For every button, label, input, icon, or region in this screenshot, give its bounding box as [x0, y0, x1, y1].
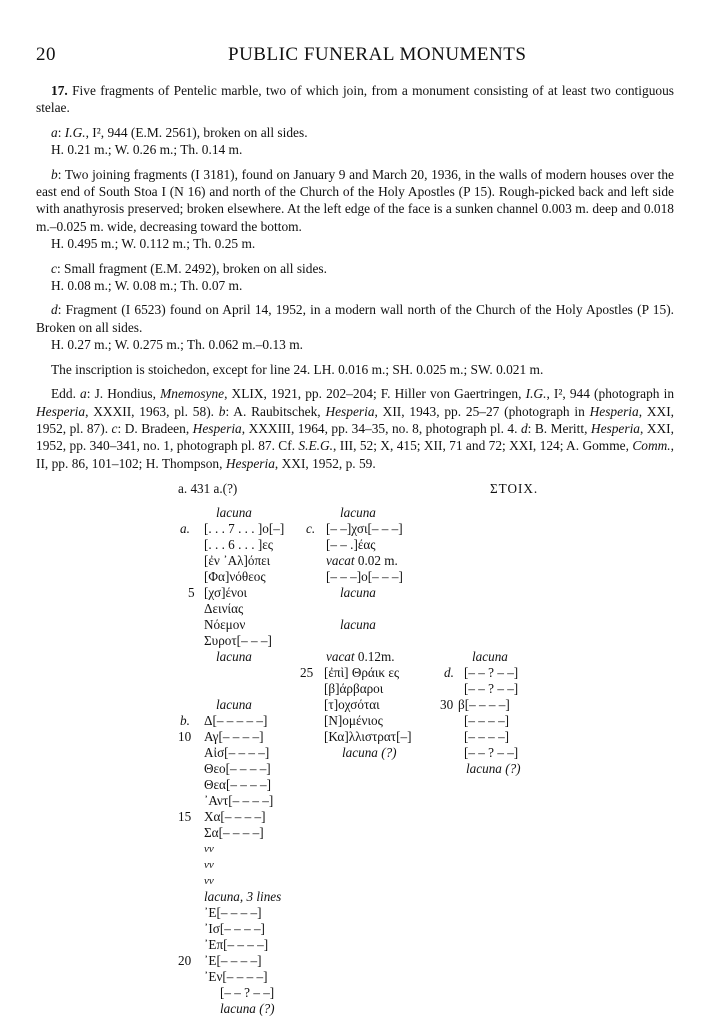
inscription-line-17: ᾿Ε[– – – –]: [204, 905, 262, 920]
entry-intro-text: Five fragments of Pentelic marble, two of which join, from a monument consisting of at least two contiguous stelae.: [36, 83, 674, 116]
inscription-line-14: ᾿Αντ[– – – –]: [204, 793, 274, 808]
entry-intro: [36, 82, 674, 117]
vacat-mark-2: vv: [204, 859, 214, 871]
fragment-d-line-2: [– – ? – –]: [464, 681, 519, 696]
inscription-line-8: Συροτ[– – –]: [204, 633, 272, 648]
stoichedon-note: The inscription is stoichedon, except for line 24. LH. 0.016 m.; SH. 0.025 m.; SW. 0.021 m.: [51, 361, 544, 377]
fragment-d-description: d: Fragment (I 6523) found on April 14, 1952, in a modern wall north of the Church of the Holy Apostles (P 15). Broken on all sides.: [36, 302, 674, 335]
inscription-line-6: Δεινίας: [204, 601, 244, 616]
entry-body: [36, 82, 674, 479]
fragment-a-lacuna-bottom: lacuna: [216, 649, 252, 664]
fragment-b-dimensions: H. 0.495 m.; W. 0.112 m.; Th. 0.25 m.: [51, 236, 256, 252]
inscription-line-19: ᾿Επ[– – – –]: [204, 937, 269, 952]
fragment-b-lacuna-bottom: lacuna (?): [220, 1001, 275, 1016]
fragment-c-line-1: [– –]χσι[– – –]: [326, 521, 403, 536]
inscription-line-21: ᾿Εν[– – – –]: [204, 969, 268, 984]
column-c-lacuna: lacuna: [340, 617, 376, 632]
inscription-line-28: [Ν]ομένιος: [324, 713, 383, 728]
fragment-d-lacuna-top: lacuna: [472, 649, 508, 664]
inscription-line-1: [. . . 7 . . . ]ο[–]: [204, 521, 285, 536]
inscription-line-5: [χσ]ένοι: [204, 585, 248, 600]
inscription-date: a. 431 a.(?): [178, 481, 238, 496]
page-number: 20: [36, 44, 56, 65]
fragment-d-line-4: [– – – –]: [464, 713, 510, 728]
inscription-line-3: [ἐν ᾿Αλ]όπει: [204, 553, 271, 568]
lacuna-three-lines: lacuna, 3 lines: [204, 889, 282, 904]
inscription-line-11: Αἰσ[– – – –]: [204, 745, 270, 760]
inscription-line-16: Σα[– – – –]: [204, 825, 264, 840]
fragment-d-line-5: [– – – –]: [464, 729, 510, 744]
inscription-line-13: Θεα[– – – –]: [204, 777, 272, 792]
fragment-a-lacuna-top: lacuna: [216, 505, 252, 520]
fragment-d-line-6: [– – ? – –]: [464, 745, 519, 760]
line-number-25: 25: [300, 665, 314, 680]
fragment-d-lacuna-bottom: lacuna (?): [466, 761, 521, 776]
fragment-c-lacuna: lacuna: [340, 585, 376, 600]
fragment-c-line-2: [– – .]έας: [326, 537, 376, 552]
inscription-line-9: Δ[– – – – –]: [204, 713, 268, 728]
editions-bibliography: Edd. a: J. Hondius, Mnemosyne, XLIX, 1921, pp. 202–204; F. Hiller von Gaertringen, I.G., I², 944 (photograph in Hesperia, XXXII, 1963, pl. 58). b: A. Raubitschek, Hesperia, XII, 1943, pp. 25–27 (photograph in Hesperia, XXI, 1952, pl. 87). c: D. Bradeen, Hesperia, XXXIII, 1964, pp. 34–35, no. 8, photograph pl. 4. d: B. Meritt, Hesperia, XXI, 1952, pp. 340–341, no. 1, photograph pl. 87. Cf. S.E.G., III, 52; X, 415; XII, 71 and 72; XXI, 124; A. Gomme, Comm., II, pp. 86, 101–102; H. Thompson, Hesperia, XXI, 1952, p. 59.: [36, 386, 675, 471]
fragment-c-description: c: Small fragment (E.M. 2492), broken on all sides.: [51, 260, 327, 276]
inscription-line-26: [β]άρβαροι: [324, 681, 384, 696]
entry-number: 17.: [51, 83, 68, 98]
inscription-line-18: ᾿Ισ[– – – –]: [204, 921, 265, 936]
inscription-line-29: [Κα]λλιστρατ[–]: [324, 729, 412, 744]
fragment-a-dimensions: H. 0.21 m.; W. 0.26 m.; Th. 0.14 m.: [51, 142, 243, 158]
fragment-b-label: b.: [180, 713, 190, 728]
line-number-15: 15: [178, 809, 192, 824]
inscription-line-2: [. . . 6 . . . ]ες: [204, 537, 273, 552]
inscription-line-30: β[– – – –]: [458, 697, 510, 712]
fragment-a-description: a: I.G., I², 944 (E.M. 2561), broken on all sides.: [51, 124, 308, 140]
running-title: PUBLIC FUNERAL MONUMENTS: [228, 44, 527, 65]
inscription-line-15: Χα[– – – –]: [204, 809, 266, 824]
inscription-line-20: ᾿Ε[– – – –]: [204, 953, 262, 968]
vacat-mark-3: vv: [204, 875, 214, 887]
line-number-20: 20: [178, 953, 192, 968]
inscription-line-12: Θεο[– – – –]: [204, 761, 271, 776]
fragment-c-lacuna-top: lacuna: [340, 505, 376, 520]
fragment-b-description: b: Two joining fragments (I 3181), found on January 9 and March 20, 1936, in the walls of modern houses over the east end of South Stoa I (N 16) and north of the Church of the Holy Apostles (P 15). Rough-picked back and left side with anathyrosis preserved; broken elsewhere. At the left edge of the face is a sunken channel 0.003 m. deep and 0.018 m.–0.025 m. wide, decreasing toward the bottom.: [36, 166, 674, 234]
fragment-b-lacuna-top: lacuna: [216, 697, 252, 712]
inscription-line-7: Νόεμον: [204, 617, 246, 632]
inscription-line-10: Αγ[– – – –]: [204, 729, 264, 744]
vacat-mark-1: vv: [204, 843, 214, 855]
inscription-line-27: [τ]οχσόται: [324, 697, 380, 712]
line-number-30: 30: [440, 697, 454, 712]
column-c-vacat: vacat 0.12m.: [326, 649, 395, 664]
inscription-line-25: [ἐπὶ] Θράικ ες: [324, 665, 400, 680]
column-c-lacuna-bottom: lacuna (?): [342, 745, 397, 760]
fragment-d-line-1: [– – ? – –]: [464, 665, 519, 680]
fragment-c-label: c.: [306, 521, 316, 536]
inscription-line-22: [– – ? – –]: [220, 985, 275, 1000]
fragment-d-dimensions: H. 0.27 m.; W. 0.275 m.; Th. 0.062 m.–0.13 m.: [51, 337, 303, 353]
stoichedon-label: ΣΤΟΙΧ.: [490, 481, 539, 496]
line-number-10: 10: [178, 729, 192, 744]
fragment-d-label: d.: [444, 665, 454, 680]
fragment-a-label: a.: [180, 521, 190, 536]
line-number-5: 5: [188, 585, 195, 600]
fragment-c-dimensions: H. 0.08 m.; W. 0.08 m.; Th. 0.07 m.: [51, 278, 243, 294]
fragment-c-vacat: vacat 0.02 m.: [326, 553, 398, 568]
inscription-line-4: [Φα]νόθεος: [204, 569, 266, 584]
fragment-c-line-3: [– – –]ο[– – –]: [326, 569, 403, 584]
